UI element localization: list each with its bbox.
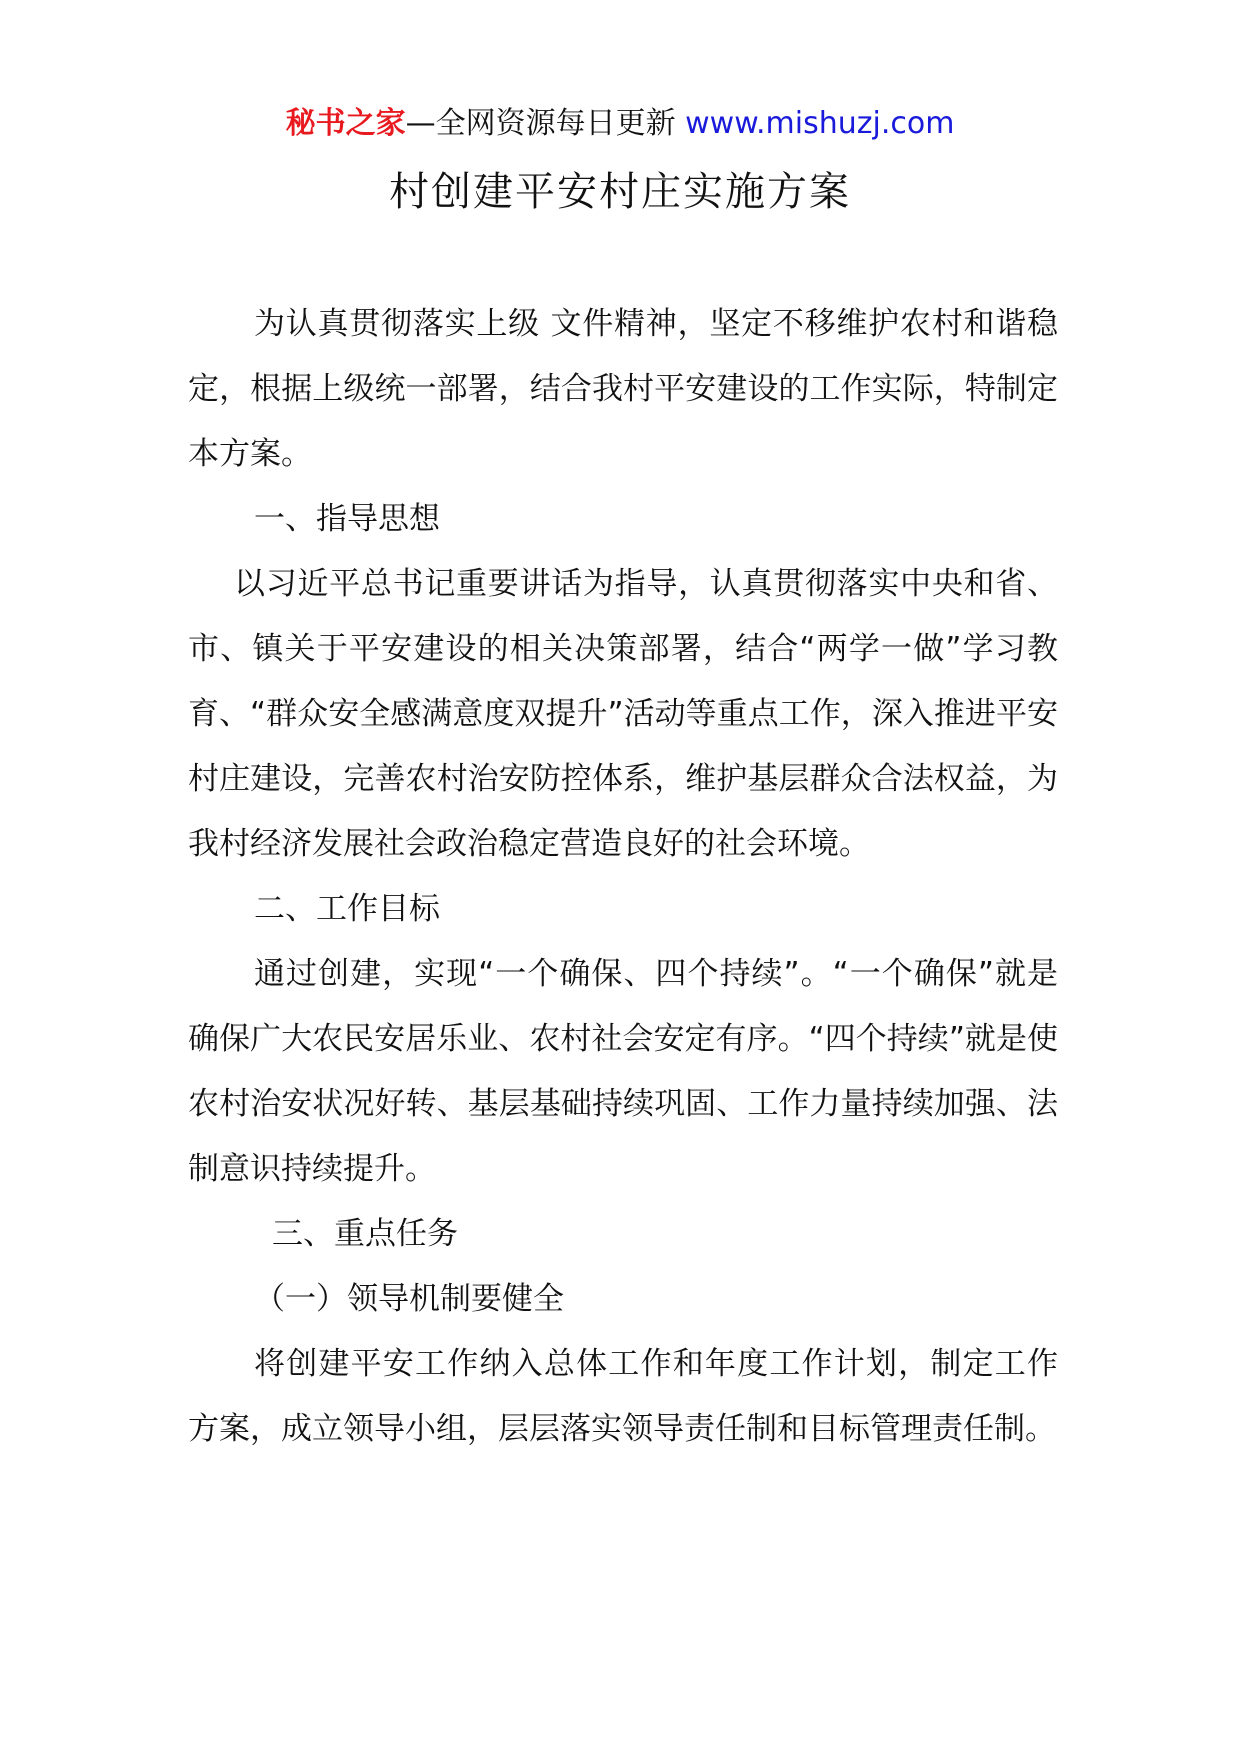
subsection-heading-1: （一）领导机制要健全 [254, 1281, 564, 1317]
site-url: www.mishuzj.com [685, 106, 955, 141]
section-heading-2: 二、工作目标 [254, 891, 440, 927]
work-goals-paragraph: 通过创建，实现“一个确保、四个持续”。“一个确保”就是确保广大农民安居乐业、农村社会安定有序。“四个持续”就是使农村治安状况好转、基层基础持续巩固、工作力量持续加强、法制意识持续提升。 [188, 956, 1058, 1187]
leadership-mechanism-paragraph: 将创建平安工作纳入总体工作和年度工作计划，制定工作方案，成立领导小组，层层落实领导责任制和目标管理责任制。 [188, 1346, 1058, 1447]
document-body [188, 292, 1058, 1462]
document-title: 村创建平安村庄实施方案 [389, 169, 851, 215]
section-heading-1: 一、指导思想 [254, 501, 440, 537]
header-tagline: —全网资源每日更新 [405, 106, 676, 141]
site-header [0, 102, 1240, 146]
guiding-ideology-paragraph: 以习近平总书记重要讲话为指导，认真贯彻落实中央和省、市、镇关于平安建设的相关决策部署，结合“两学一做”学习教育、“群众安全感满意度双提升”活动等重点工作，深入推进平安村庄建设，完善农村治安防控体系，维护基层群众合法权益，为我村经济发展社会政治稳定营造良好的社会环境。 [188, 566, 1058, 862]
intro-paragraph: 为认真贯彻落实上级 文件精神，坚定不移维护农村和谐稳定，根据上级统一部署，结合我村平安建设的工作实际，特制定本方案。 [188, 306, 1058, 472]
section-heading-3: 三、重点任务 [272, 1216, 458, 1252]
brand-name: 秘书之家 [285, 106, 406, 141]
